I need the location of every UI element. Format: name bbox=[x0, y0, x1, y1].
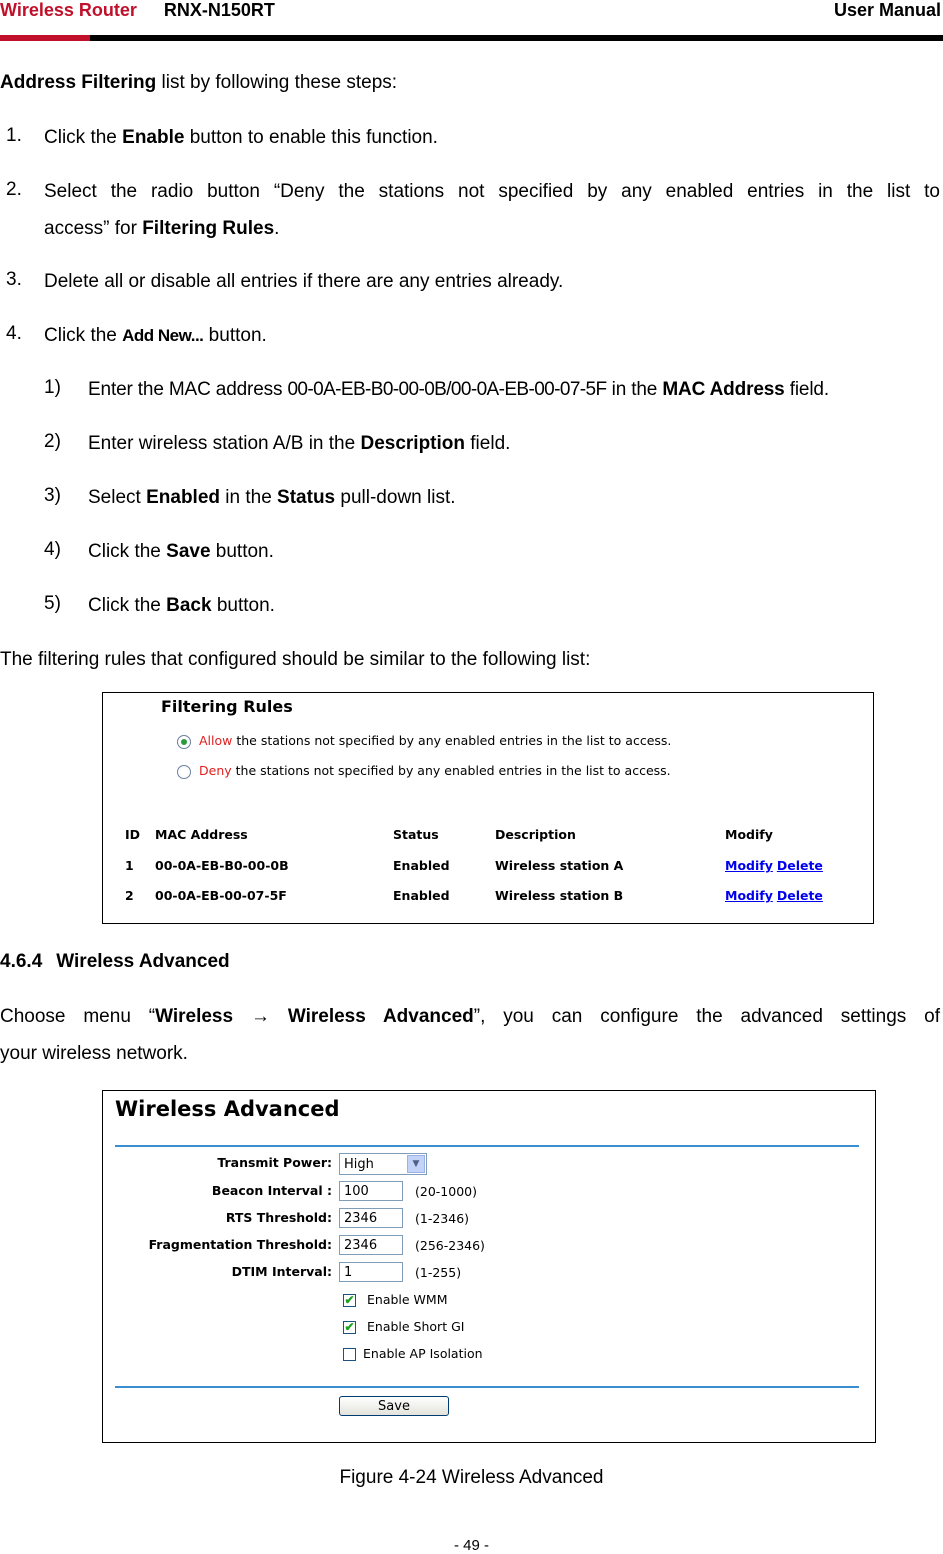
row-2-modify-link[interactable]: Modify bbox=[725, 888, 773, 903]
section-para-pre: Choose menu “ bbox=[0, 1006, 156, 1027]
deny-option bbox=[199, 763, 671, 778]
substep-3-bold: Enabled bbox=[146, 487, 220, 508]
rts-threshold-input[interactable] bbox=[339, 1208, 403, 1228]
substep-4-bold: Save bbox=[166, 541, 211, 562]
allow-option bbox=[199, 733, 671, 748]
transmit-power-label: Transmit Power: bbox=[217, 1155, 332, 1170]
step-1-number: 1. bbox=[6, 125, 22, 146]
substep-3-mid: in the bbox=[220, 487, 278, 508]
allow-option-text: the stations not specified by any enabled entries in the list to access. bbox=[232, 733, 672, 748]
fragmentation-threshold-value: 2346 bbox=[344, 1238, 378, 1253]
intro-paragraph bbox=[0, 70, 397, 96]
substep-1-pre: Enter the MAC address bbox=[88, 379, 288, 400]
col-id: ID bbox=[125, 827, 141, 842]
wireless-advanced-figure bbox=[102, 1090, 876, 1443]
beacon-interval-hint: (20-1000) bbox=[415, 1184, 477, 1199]
substep-4-number: 4) bbox=[44, 539, 61, 560]
deny-option-text: the stations not specified by any enabled entries in the list to access. bbox=[231, 763, 671, 778]
row-1-id: 1 bbox=[125, 858, 134, 873]
col-mac: MAC Address bbox=[155, 827, 248, 842]
enable-ap-isolation-label: Enable AP Isolation bbox=[363, 1346, 483, 1361]
header-rule-red bbox=[0, 35, 90, 41]
substep-1-mid: in the bbox=[606, 379, 663, 400]
step-4-post: button. bbox=[203, 325, 267, 346]
header-manual: User Manual bbox=[833, 0, 941, 20]
step-2-number: 2. bbox=[6, 179, 22, 200]
header-model: RNX-N150RT bbox=[163, 0, 275, 20]
dtim-interval-hint: (1-255) bbox=[415, 1265, 462, 1280]
substep-5-number: 5) bbox=[44, 593, 61, 614]
substep-2-post: field. bbox=[465, 433, 511, 454]
col-modify: Modify bbox=[725, 827, 773, 842]
substep-4-pre: Click the bbox=[88, 541, 167, 562]
col-description: Description bbox=[495, 827, 576, 842]
substep-1-number: 1) bbox=[44, 377, 61, 398]
figure-caption: Figure 4-24 Wireless Advanced bbox=[339, 1467, 604, 1488]
enable-wmm-checkbox[interactable]: ✔ bbox=[344, 1293, 355, 1307]
filtering-rules-title: Filtering Rules bbox=[161, 697, 293, 716]
transmit-power-select[interactable] bbox=[339, 1153, 427, 1175]
section-paragraph-line1 bbox=[0, 1004, 940, 1030]
substep-1-mac: 00-0A-EB-B0-00-0B/00-0A-EB-00-07-5F bbox=[287, 379, 607, 400]
fragmentation-threshold-hint: (256-2346) bbox=[415, 1238, 485, 1253]
dtim-interval-value: 1 bbox=[344, 1265, 353, 1280]
filtering-rules-figure bbox=[102, 692, 874, 924]
enable-short-gi-checkbox[interactable]: ✔ bbox=[344, 1320, 355, 1334]
step-4 bbox=[44, 323, 267, 349]
allow-word: Allow bbox=[199, 733, 233, 748]
row-1-actions bbox=[725, 858, 823, 873]
step-1 bbox=[44, 125, 438, 151]
substep-5-pre: Click the bbox=[88, 595, 167, 616]
bottom-divider bbox=[115, 1386, 859, 1388]
dtim-interval-input[interactable] bbox=[339, 1262, 403, 1282]
section-title: Wireless Advanced bbox=[56, 951, 230, 972]
section-para-wireless: Wireless bbox=[155, 1006, 234, 1027]
step-2-pre: access” for bbox=[44, 218, 143, 239]
step-1-bold: Enable bbox=[122, 127, 185, 148]
enable-ap-isolation-checkbox[interactable] bbox=[343, 1348, 356, 1361]
substep-3-pre: Select bbox=[88, 487, 147, 508]
row-2-delete-link[interactable]: Delete bbox=[776, 888, 823, 903]
substep-2-bold: Description bbox=[360, 433, 465, 454]
chevron-down-icon: ▼ bbox=[407, 1155, 425, 1173]
wireless-advanced-title: Wireless Advanced bbox=[115, 1097, 340, 1121]
deny-radio[interactable] bbox=[177, 765, 191, 779]
enable-short-gi-label: Enable Short GI bbox=[367, 1319, 465, 1334]
transmit-power-value: High bbox=[344, 1157, 374, 1172]
rts-threshold-value: 2346 bbox=[344, 1211, 378, 1226]
row-1-delete-link[interactable]: Delete bbox=[776, 858, 823, 873]
rts-threshold-label: RTS Threshold: bbox=[225, 1210, 332, 1225]
section-heading bbox=[0, 951, 230, 973]
rts-threshold-hint: (1-2346) bbox=[415, 1211, 470, 1226]
page-number: - 49 - bbox=[453, 1537, 489, 1554]
section-para-post: ”, you can configure the advanced settings of bbox=[473, 1006, 940, 1027]
substep-3-number: 3) bbox=[44, 485, 61, 506]
section-para-wireless-advanced: Wireless Advanced bbox=[287, 1006, 474, 1027]
substep-4-post: button. bbox=[210, 541, 274, 562]
row-1-description: Wireless station A bbox=[495, 858, 624, 873]
dtim-interval-label: DTIM Interval: bbox=[231, 1264, 332, 1279]
row-2-actions bbox=[725, 888, 823, 903]
substep-3-bold2: Status bbox=[277, 487, 336, 508]
top-divider bbox=[115, 1145, 859, 1147]
beacon-interval-label: Beacon Interval : bbox=[211, 1183, 332, 1198]
row-1-modify-link[interactable]: Modify bbox=[725, 858, 773, 873]
section-paragraph-line2: your wireless network. bbox=[0, 1043, 188, 1064]
row-2-id: 2 bbox=[125, 888, 134, 903]
row-1-mac: 00-0A-EB-B0-00-0B bbox=[155, 858, 289, 873]
row-1-status: Enabled bbox=[393, 858, 450, 873]
step-4-number: 4. bbox=[6, 323, 22, 344]
step-3: Delete all or disable all entries if there are any entries already. bbox=[44, 271, 564, 292]
fragmentation-threshold-input[interactable] bbox=[339, 1235, 403, 1255]
substep-5-bold: Back bbox=[166, 595, 212, 616]
step-1-post: button to enable this function. bbox=[184, 127, 438, 148]
row-2-description: Wireless station B bbox=[495, 888, 624, 903]
intro-bold: Address Filtering bbox=[0, 72, 157, 93]
col-status: Status bbox=[393, 827, 439, 842]
header-brand: Wireless Router bbox=[0, 0, 137, 20]
row-2-mac: 00-0A-EB-00-07-5F bbox=[155, 888, 287, 903]
step-2-post: . bbox=[274, 218, 280, 239]
save-button[interactable]: Save bbox=[339, 1396, 449, 1416]
section-para-arrow: → bbox=[233, 1006, 288, 1027]
substep-5 bbox=[88, 593, 275, 619]
substep-3 bbox=[88, 485, 456, 511]
step-4-pre: Click the bbox=[44, 325, 123, 346]
substep-1-bold: MAC Address bbox=[662, 379, 785, 400]
substep-1-post: field. bbox=[784, 379, 829, 400]
step-2-bold: Filtering Rules bbox=[142, 218, 275, 239]
rules-intro: The filtering rules that configured should be similar to the following list: bbox=[0, 649, 591, 670]
step-2-line2 bbox=[44, 216, 279, 242]
step-3-number: 3. bbox=[6, 269, 22, 290]
fragmentation-threshold-label: Fragmentation Threshold: bbox=[148, 1237, 332, 1252]
row-2-status: Enabled bbox=[393, 888, 450, 903]
substep-2-pre: Enter wireless station A/B in the bbox=[88, 433, 361, 454]
header-rule-black bbox=[90, 35, 943, 41]
step-1-pre: Click the bbox=[44, 127, 123, 148]
substep-2 bbox=[88, 431, 510, 457]
substep-2-number: 2) bbox=[44, 431, 61, 452]
step-2-line1: Select the radio button “Deny the stations not specified by any enabled entries in the list to bbox=[44, 181, 940, 202]
running-header bbox=[0, 0, 275, 21]
deny-word: Deny bbox=[199, 763, 232, 778]
intro-rest: list by following these steps: bbox=[156, 72, 398, 93]
substep-1 bbox=[88, 377, 829, 403]
section-number: 4.6.4 bbox=[0, 951, 43, 972]
substep-3-post: pull-down list. bbox=[335, 487, 456, 508]
beacon-interval-value: 100 bbox=[344, 1184, 369, 1199]
substep-5-post: button. bbox=[211, 595, 275, 616]
beacon-interval-input[interactable] bbox=[339, 1181, 403, 1201]
step-4-add-new: Add New... bbox=[122, 326, 204, 345]
enable-wmm-label: Enable WMM bbox=[367, 1292, 448, 1307]
allow-radio[interactable] bbox=[177, 735, 191, 749]
substep-4 bbox=[88, 539, 274, 565]
